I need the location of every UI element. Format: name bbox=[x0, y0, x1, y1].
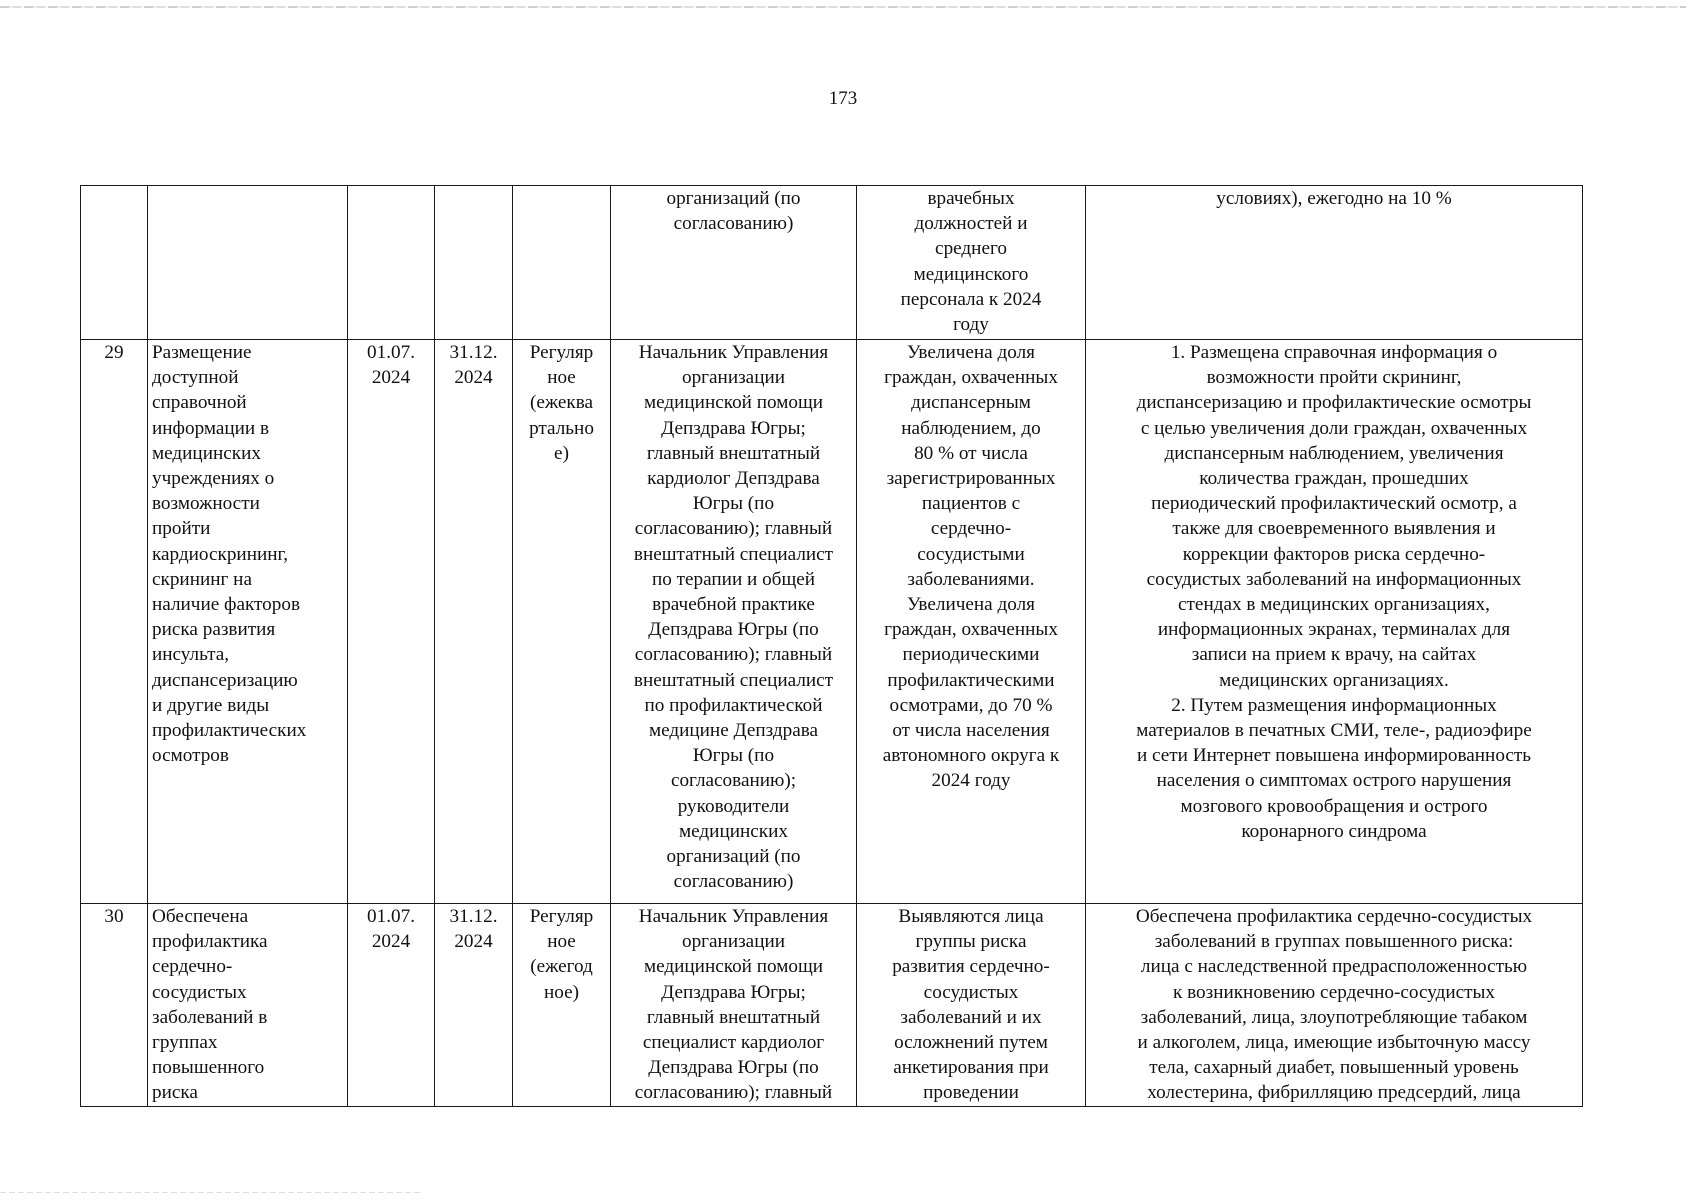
cell-start-date: 01.07. 2024 bbox=[348, 340, 435, 904]
table-row-continued bbox=[81, 186, 1583, 340]
cell-measure-name bbox=[148, 186, 348, 340]
cell-measure-name: Обеспечена профилактика сердечно- сосудистых заболеваний в группах повышенного риска bbox=[148, 904, 348, 1107]
cell-type: Регуляр ное (ежегод ное) bbox=[513, 904, 611, 1107]
table-row-29 bbox=[81, 340, 1583, 904]
table-row-30 bbox=[81, 904, 1583, 1107]
cell-indicator: условиях), ежегодно на 10 % bbox=[1086, 186, 1583, 340]
cell-result: врачебных должностей и среднего медицинского персонала к 2024 году bbox=[857, 186, 1086, 340]
scan-edge-bottom bbox=[0, 1192, 420, 1193]
cell-result: Увеличена доля граждан, охваченных диспансерным наблюдением, до 80 % от числа зарегистрированных пациентов с сердечно- сосудистыми заболеваниями. Увеличена доля граждан, охваченных периодическими профилактическими осмотрами, до 70 % от числа населения автономного округа к 2024 году bbox=[857, 340, 1086, 904]
cell-responsible: организаций (по согласованию) bbox=[611, 186, 857, 340]
cell-indicator: Обеспечена профилактика сердечно-сосудистых заболеваний в группах повышенного риска: лица с наследственной предрасположенностью к возникновению сердечно-сосудистых заболеваний, лица, злоупотребляющие табаком и алкоголем, лица, имеющие избыточную массу тела, сахарный диабет, повышенный уровень холестерина, фибрилляцию предсердий, лица bbox=[1086, 904, 1583, 1107]
cell-type bbox=[513, 186, 611, 340]
cell-number: 30 bbox=[81, 904, 148, 1107]
cell-end-date: 31.12. 2024 bbox=[435, 340, 513, 904]
cell-responsible: Начальник Управления организации медицинской помощи Депздрава Югры; главный внештатный специалист кардиолог Депздрава Югры (по согласованию); главный bbox=[611, 904, 857, 1107]
cell-type: Регуляр ное (ежеква ртально е) bbox=[513, 340, 611, 904]
cell-result: Выявляются лица группы риска развития сердечно- сосудистых заболеваний и их осложнений путем анкетирования при проведении bbox=[857, 904, 1086, 1107]
scan-edge-top bbox=[0, 6, 1686, 8]
cell-number bbox=[81, 186, 148, 340]
cell-end-date bbox=[435, 186, 513, 340]
cell-end-date: 31.12. 2024 bbox=[435, 904, 513, 1107]
cell-number: 29 bbox=[81, 340, 148, 904]
page-number: 173 bbox=[828, 88, 858, 109]
measures-table bbox=[80, 185, 1583, 1107]
cell-start-date bbox=[348, 186, 435, 340]
cell-responsible: Начальник Управления организации медицинской помощи Депздрава Югры; главный внештатный кардиолог Депздрава Югры (по согласованию); главный внештатный специалист по терапии и общей врачебной практике Депздрава Югры (по согласованию); главный внештатный специалист по профилактической медицине Депздрава Югры (по согласованию); руководители медицинских организаций (по согласованию) bbox=[611, 340, 857, 904]
cell-start-date: 01.07. 2024 bbox=[348, 904, 435, 1107]
cell-measure-name: Размещение доступной справочной информации в медицинских учреждениях о возможности пройти кардиоскрининг, скрининг на наличие факторов риска развития инсульта, диспансеризацию и другие виды профилактических осмотров bbox=[148, 340, 348, 904]
cell-indicator: 1. Размещена справочная информация о возможности пройти скрининг, диспансеризацию и профилактические осмотры с целью увеличения доли граждан, охваченных диспансерным наблюдением, увеличения количества граждан, прошедших периодический профилактический осмотр, а также для своевременного выявления и коррекции факторов риска сердечно- сосудистых заболеваний на информационных стендах в медицинских организациях, информационных экранах, терминалах для записи на прием к врачу, на сайтах медицинских организациях. 2. Путем размещения информационных материалов в печатных СМИ, теле-, радиоэфире и сети Интернет повышена информированность населения о симптомах острого нарушения мозгового кровообращения и острого коронарного синдрома bbox=[1086, 340, 1583, 904]
